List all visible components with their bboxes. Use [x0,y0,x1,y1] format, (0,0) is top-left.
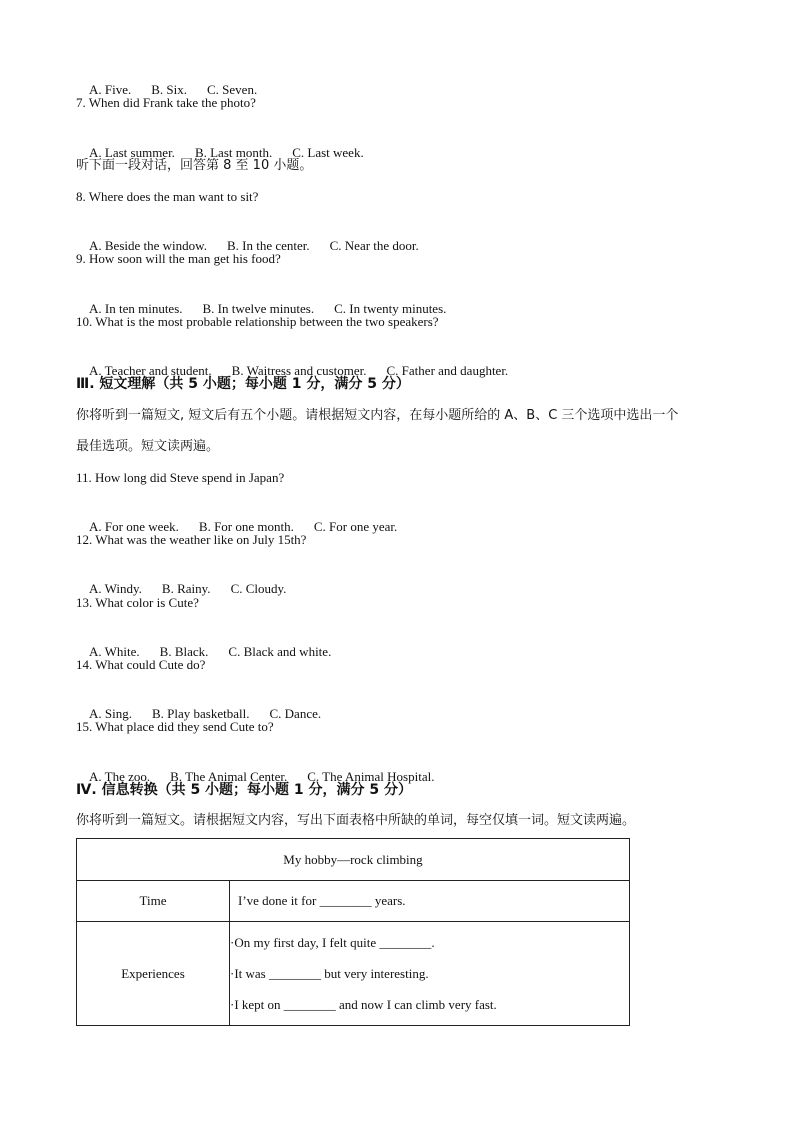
q11-option-c: C. For one year. [313,519,398,534]
section-3-intro-line-1: 你将听到一篇短文, 短文后有五个小题。请根据短文内容，在每小题所给的 A、B、C 三个选项中选出一个 [76,408,679,423]
experiences-cell [230,922,630,1026]
q14-option-b: B. Play basketball. [151,706,250,721]
q12-option-b: B. Rainy. [161,581,211,596]
time-label: Time [77,881,230,922]
experiences-label: Experiences [77,922,230,1026]
section-4-intro: 你将听到一篇短文。请根据短文内容，写出下面表格中所缺的单词，每空仅填一词。短文读两遍。 [76,813,636,828]
q12-option-a: A. Windy. [89,581,142,596]
q15-option-a: A. The zoo. [89,769,151,784]
question-9: 9. How soon will the man get his food? [76,251,281,266]
info-table [76,838,630,1026]
q12-option-c: C. Cloudy. [230,581,287,596]
q10-option-a: A. Teacher and student. [89,363,212,378]
q11-option-a: A. For one week. [89,519,179,534]
question-7: 7. When did Frank take the photo? [76,95,256,110]
q7-option-c: C. Last week. [292,145,364,160]
table-title: My hobby—rock climbing [77,839,630,881]
q13-option-a: A. White. [89,644,140,659]
section-3-heading: Ⅲ. 短文理解（共 5 小题；每小题 1 分，满分 5 分） [76,376,410,392]
question-15: 15. What place did they send Cute to? [76,719,274,734]
section-4-heading: Ⅳ. 信息转换（共 5 小题；每小题 1 分，满分 5 分） [76,782,413,798]
q15-option-c: C. The Animal Hospital. [307,769,435,784]
q14-option-a: A. Sing. [89,706,132,721]
q7-option-b: B. Last month. [194,145,273,160]
experience-line-3: ·I kept on ________ and now I can climb very fast. [230,997,497,1012]
question-13: 13. What color is Cute? [76,595,199,610]
q9-option-a: A. In ten minutes. [89,301,183,316]
q9-option-b: B. In twelve minutes. [202,301,315,316]
q10-option-b: B. Waitress and customer. [231,363,367,378]
question-10: 10. What is the most probable relationship between the two speakers? [76,314,439,329]
q8-option-a: A. Beside the window. [89,238,207,253]
table-row-experiences [77,922,630,1026]
q14-option-c: C. Dance. [269,706,322,721]
question-14: 14. What could Cute do? [76,657,206,672]
q7-option-a: A. Last summer. [89,145,175,160]
q8-option-b: B. In the center. [226,238,310,253]
q15-option-b: B. The Animal Center. [170,769,288,784]
q11-option-b: B. For one month. [198,519,294,534]
experience-line-1: ·On my first day, I felt quite ________. [230,935,435,950]
table-row-time [77,881,630,922]
section-3-intro-line-2: 最佳选项。短文读两遍。 [76,439,220,454]
q13-option-c: C. Black and white. [228,644,332,659]
q10-option-c: C. Father and daughter. [386,363,509,378]
question-8: 8. Where does the man want to sit? [76,189,259,204]
time-value: I’ve done it for ________ years. [230,881,630,922]
q13-option-b: B. Black. [159,644,209,659]
question-11: 11. How long did Steve spend in Japan? [76,470,285,485]
question-12: 12. What was the weather like on July 15th? [76,532,307,547]
q6-option-b: B. Six. [151,82,188,97]
dialog-intro: 听下面一段对话，回答第 8 至 10 小题。 [76,158,313,173]
q9-option-c: C. In twenty minutes. [334,301,447,316]
q8-option-c: C. Near the door. [329,238,419,253]
experience-line-2: ·It was ________ but very interesting. [230,966,429,981]
q6-option-c: C. Seven. [207,82,258,97]
q6-option-a: A. Five. [89,82,132,97]
